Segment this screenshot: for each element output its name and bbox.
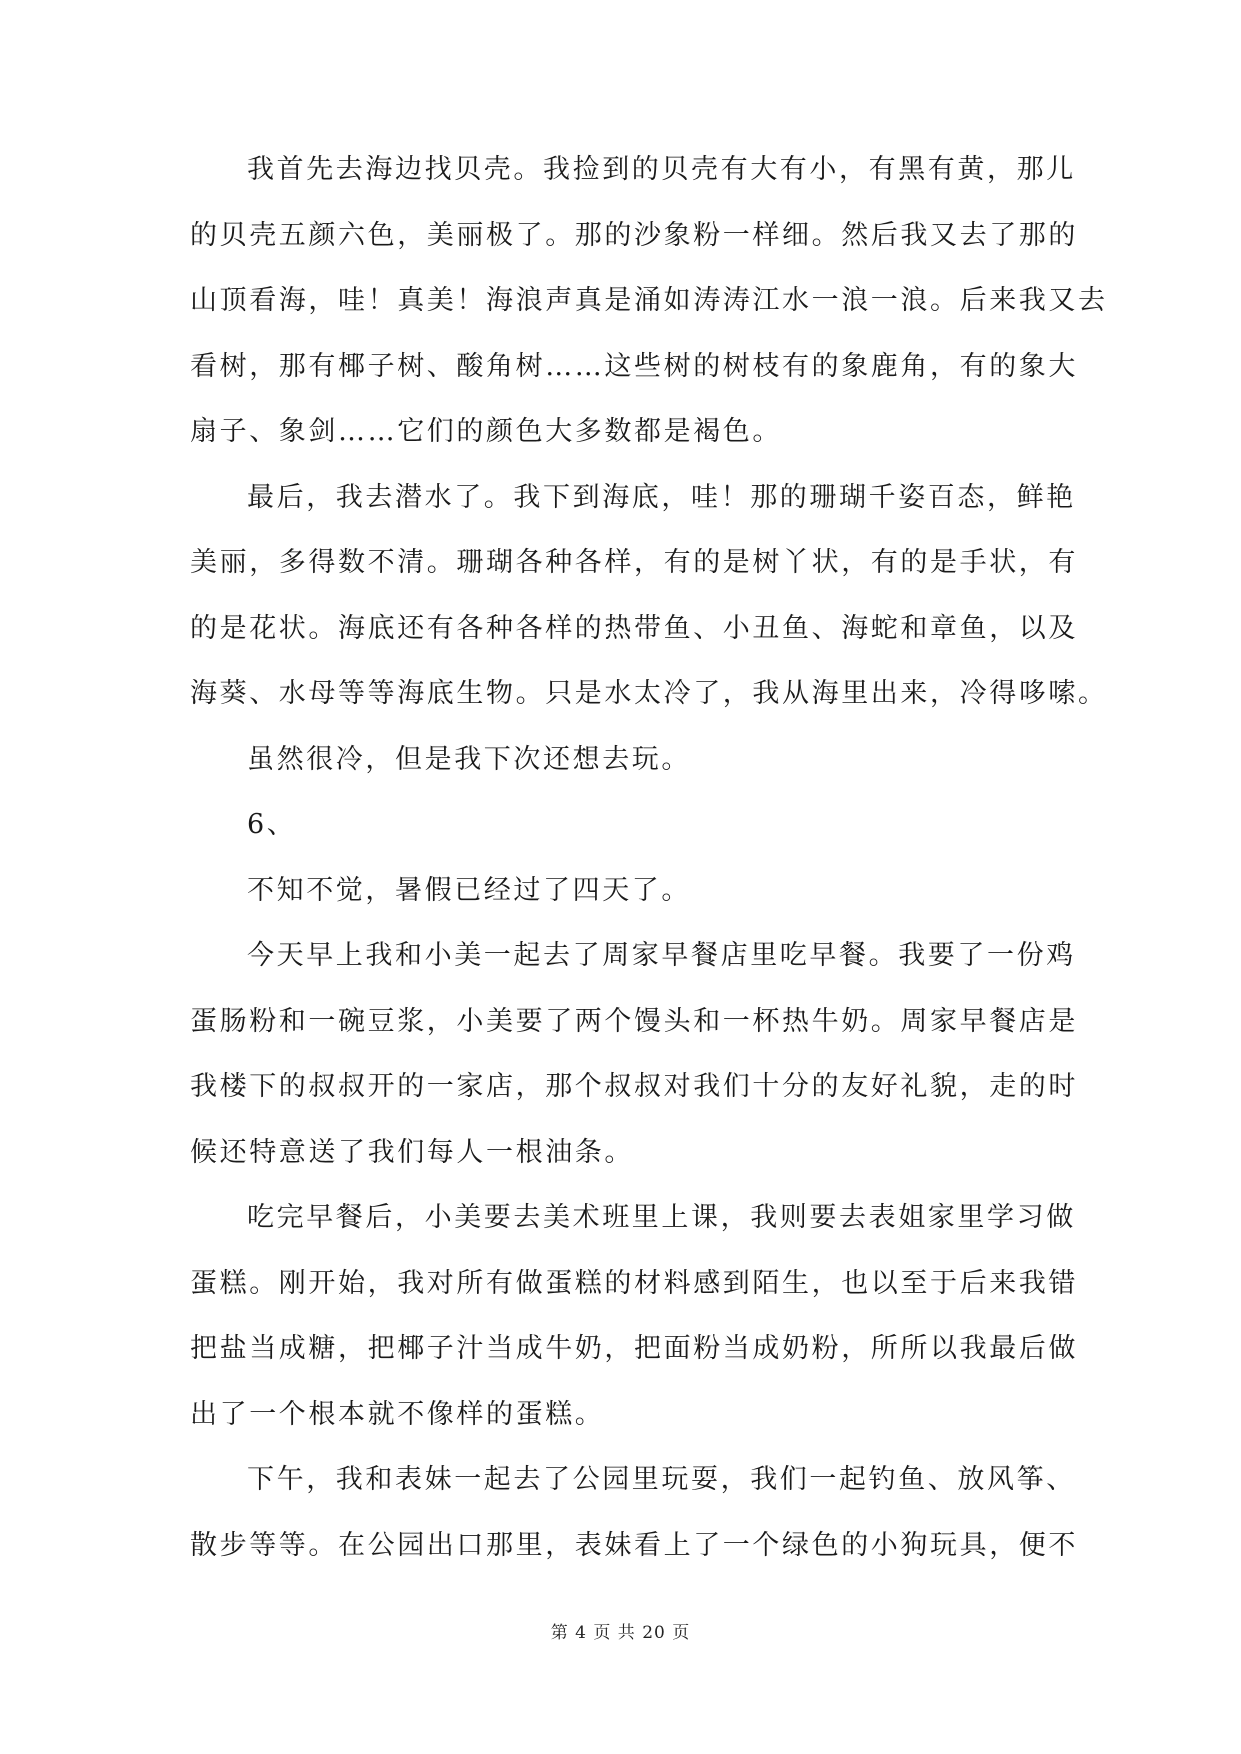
text-line: 吃完早餐后，小美要去美术班里上课，我则要去表姐家里学习做 bbox=[247, 1202, 1076, 1233]
text-line: 扇子、象剑……它们的颜色大多数都是褐色。 bbox=[190, 416, 782, 447]
text-line: 的是花状。海底还有各种各样的热带鱼、小丑鱼、海蛇和章鱼，以及 bbox=[190, 612, 1078, 644]
text-line: 美丽，多得数不清。珊瑚各种各样，有的是树丫状，有的是手状，有 bbox=[190, 547, 1078, 578]
text-line: 虽然很冷，但是我下次还想去玩。 bbox=[247, 743, 691, 775]
text-line: 6、 bbox=[247, 809, 297, 840]
text-line: 候还特意送了我们每人一根油条。 bbox=[190, 1136, 634, 1168]
paragraph bbox=[190, 480, 1108, 742]
text-line: 我首先去海边找贝壳。我捡到的贝壳有大有小，有黑有黄，那儿 bbox=[247, 154, 1076, 185]
text-line: 最后，我去潜水了。我下到海底，哇！那的珊瑚千姿百态，鲜艳 bbox=[247, 481, 1076, 513]
text-line: 蛋糕。刚开始，我对所有做蛋糕的材料感到陌生，也以至于后来我错 bbox=[190, 1267, 1078, 1299]
text-line: 今天早上我和小美一起去了周家早餐店里吃早餐。我要了一份鸡 bbox=[247, 940, 1076, 971]
paragraph bbox=[190, 1462, 1078, 1593]
text-line: 海葵、水母等等海底生物。只是水太冷了，我从海里出来，冷得哆嗦。 bbox=[190, 678, 1108, 709]
text-line: 下午，我和表妹一起去了公园里玩耍，我们一起钓鱼、放风筝、 bbox=[247, 1464, 1076, 1495]
text-line: 不知不觉，暑假已经过了四天了。 bbox=[247, 874, 691, 906]
text-line: 的贝壳五颜六色，美丽极了。那的沙象粉一样细。然后我又去了那的 bbox=[190, 219, 1078, 251]
paragraph bbox=[190, 807, 1050, 873]
paragraph bbox=[190, 152, 1108, 480]
text-line: 看树，那有椰子树、酸角树……这些树的树枝有的象鹿角，有的象大 bbox=[190, 350, 1078, 382]
text-line: 把盐当成糖，把椰子汁当成牛奶，把面粉当成奶粉，所所以我最后做 bbox=[190, 1333, 1078, 1364]
text-line: 我楼下的叔叔开的一家店，那个叔叔对我们十分的友好礼貌，走的时 bbox=[190, 1071, 1078, 1102]
text-line: 出了一个根本就不像样的蛋糕。 bbox=[190, 1398, 605, 1430]
paragraph bbox=[190, 938, 1078, 1200]
paragraph bbox=[190, 742, 1050, 808]
page-number: 第 4 页 共 20 页 bbox=[550, 1623, 691, 1643]
text-line: 散步等等。在公园出口那里，表妹看上了一个绿色的小狗玩具，便不 bbox=[190, 1529, 1078, 1561]
text-line: 蛋肠粉和一碗豆浆，小美要了两个馒头和一杯热牛奶。周家早餐店是 bbox=[190, 1005, 1078, 1037]
paragraph bbox=[190, 873, 1050, 939]
text-line: 山顶看海，哇！真美！海浪声真是涌如涛涛江水一浪一浪。后来我又去 bbox=[190, 285, 1108, 316]
page-body bbox=[190, 152, 1108, 1593]
paragraph bbox=[190, 1200, 1078, 1462]
